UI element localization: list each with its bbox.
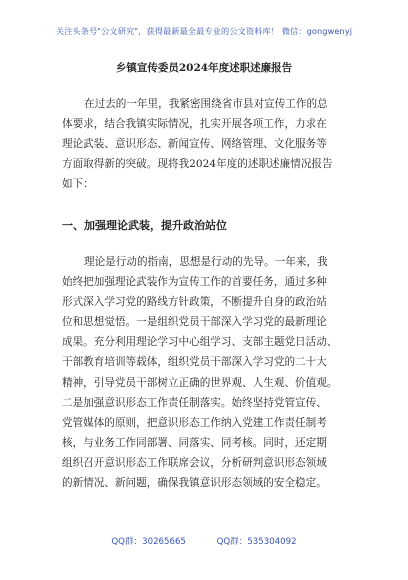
body-line: 位和思想觉悟。一是组织党员干部深入学习党的最新理论: [62, 316, 327, 329]
body-line: 始终把加强理论武装作为宣传工作的首要任务，通过多种: [62, 276, 327, 289]
intro-line: 方面取得新的突破。现将我2024年度的述职述廉情况报告: [62, 158, 333, 171]
body-line: 的新情况、新问题，确保我镇意识形态领域的安全稳定。: [62, 477, 327, 490]
intro-line: 在过去的一年里，我紧密围绕省市县对宣传工作的总: [84, 98, 328, 110]
header-promo-text: 关注头条号"公文研究"，获得最新最全最专业的公文资料库！ 微信：gongwenyj: [55, 26, 353, 36]
body-line: 党管媒体的原则，把意识形态工作纳入党建工作责任制考: [62, 416, 327, 429]
body-line: 组织召开意识形态工作联席会议，分析研判意识形态领域: [62, 456, 327, 469]
footer-contact: [0, 535, 408, 547]
body-line: 精神，引导党员干部树立正确的世界观、人生观、价值观。: [62, 376, 338, 389]
body-line: 理论是行动的指南，思想是行动的先导。一年来，我: [84, 256, 328, 268]
intro-line: 体要求，结合我镇实际情况，扎实开展各项工作，力求在: [62, 118, 327, 131]
body-paragraph: [62, 252, 352, 493]
qq-group-2: QQ群：535304092: [216, 537, 297, 547]
body-line: 核，与业务工作同部署、同落实、同考核。同时，还定期: [62, 436, 327, 449]
intro-line: 如下：: [62, 178, 94, 191]
body-line: 二是加强意识形态工作责任制落实。始终坚持党管宣传、: [62, 396, 327, 409]
body-line: 干部教育培训等载体，组织党员干部深入学习党的二十大: [62, 356, 327, 369]
intro-line: 理论武装、意识形态、新闻宣传、网络管理、文化服务等: [62, 138, 327, 151]
section-heading: 一、加强理论武装，提升政治站位: [62, 219, 227, 232]
qq-group-1: QQ群：30265665: [111, 537, 186, 547]
header-promo-note: [0, 26, 408, 37]
body-line: 成果。充分利用理论学习中心组学习、支部主题党日活动、: [62, 336, 338, 349]
body-line: 形式深入学习党的路线方针政策，不断提升自身的政治站: [62, 296, 327, 309]
document-title: 乡镇宣传委员2024年度述职述廉报告: [115, 62, 293, 74]
intro-paragraph: [62, 94, 352, 194]
